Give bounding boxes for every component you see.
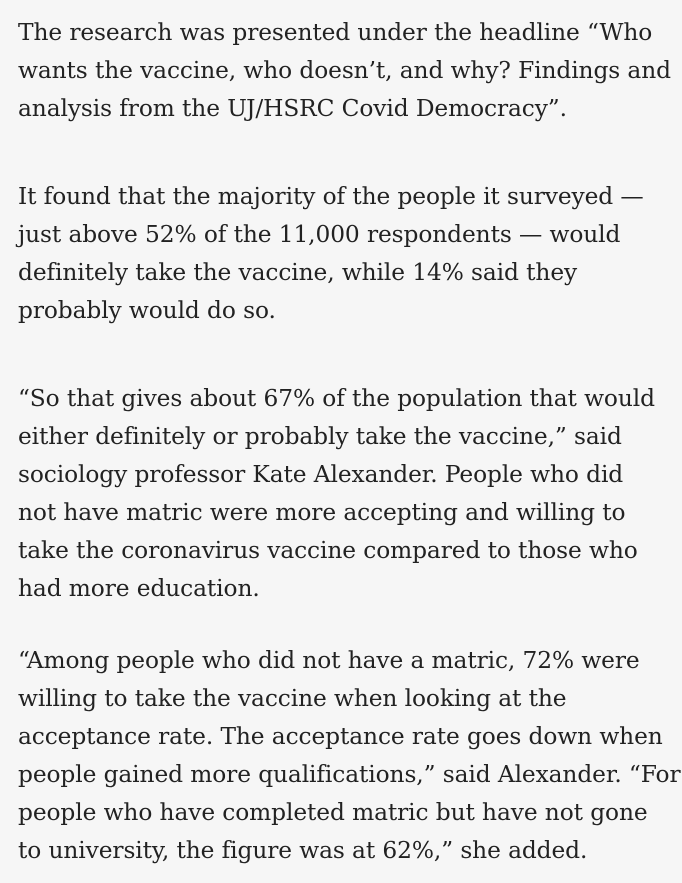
paragraph-line: to university, the figure was at 62%,” she added. xyxy=(18,837,588,864)
paragraph-survey-findings xyxy=(18,178,673,330)
paragraph-headline-research xyxy=(18,14,673,128)
paragraph-line: either definitely or probably take the vaccine,” said xyxy=(18,423,622,450)
paragraph-line: just above 52% of the 11,000 respondents — would xyxy=(18,221,621,248)
paragraph-line: take the coronavirus vaccine compared to those who xyxy=(18,537,638,564)
paragraph-line: definitely take the vaccine, while 14% said they xyxy=(18,259,578,286)
paragraph-line: people gained more qualifications,” said Alexander. “For xyxy=(18,761,681,788)
article-body xyxy=(18,14,681,870)
paragraph-line: people who have completed matric but have not gone xyxy=(18,799,648,826)
paragraph-line: sociology professor Kate Alexander. People who did xyxy=(18,461,624,488)
paragraph-matric-acceptance xyxy=(18,642,681,870)
paragraph-line: The research was presented under the headline “Who xyxy=(18,19,653,46)
paragraph-line: not have matric were more accepting and willing to xyxy=(18,499,626,526)
paragraph-line: wants the vaccine, who doesn’t, and why? Findings and xyxy=(18,57,671,84)
paragraph-line: acceptance rate. The acceptance rate goes down when xyxy=(18,723,663,750)
paragraph-line: analysis from the UJ/HSRC Covid Democracy”. xyxy=(18,95,567,122)
paragraph-line: willing to take the vaccine when looking at the xyxy=(18,685,567,712)
paragraph-line: “Among people who did not have a matric, 72% were xyxy=(18,647,640,674)
paragraph-line: probably would do so. xyxy=(18,297,276,324)
paragraph-line: had more education. xyxy=(18,575,260,602)
paragraph-alexander-quote xyxy=(18,380,673,608)
paragraph-line: “So that gives about 67% of the population that would xyxy=(18,385,655,412)
paragraph-line: It found that the majority of the people it surveyed — xyxy=(18,183,644,210)
